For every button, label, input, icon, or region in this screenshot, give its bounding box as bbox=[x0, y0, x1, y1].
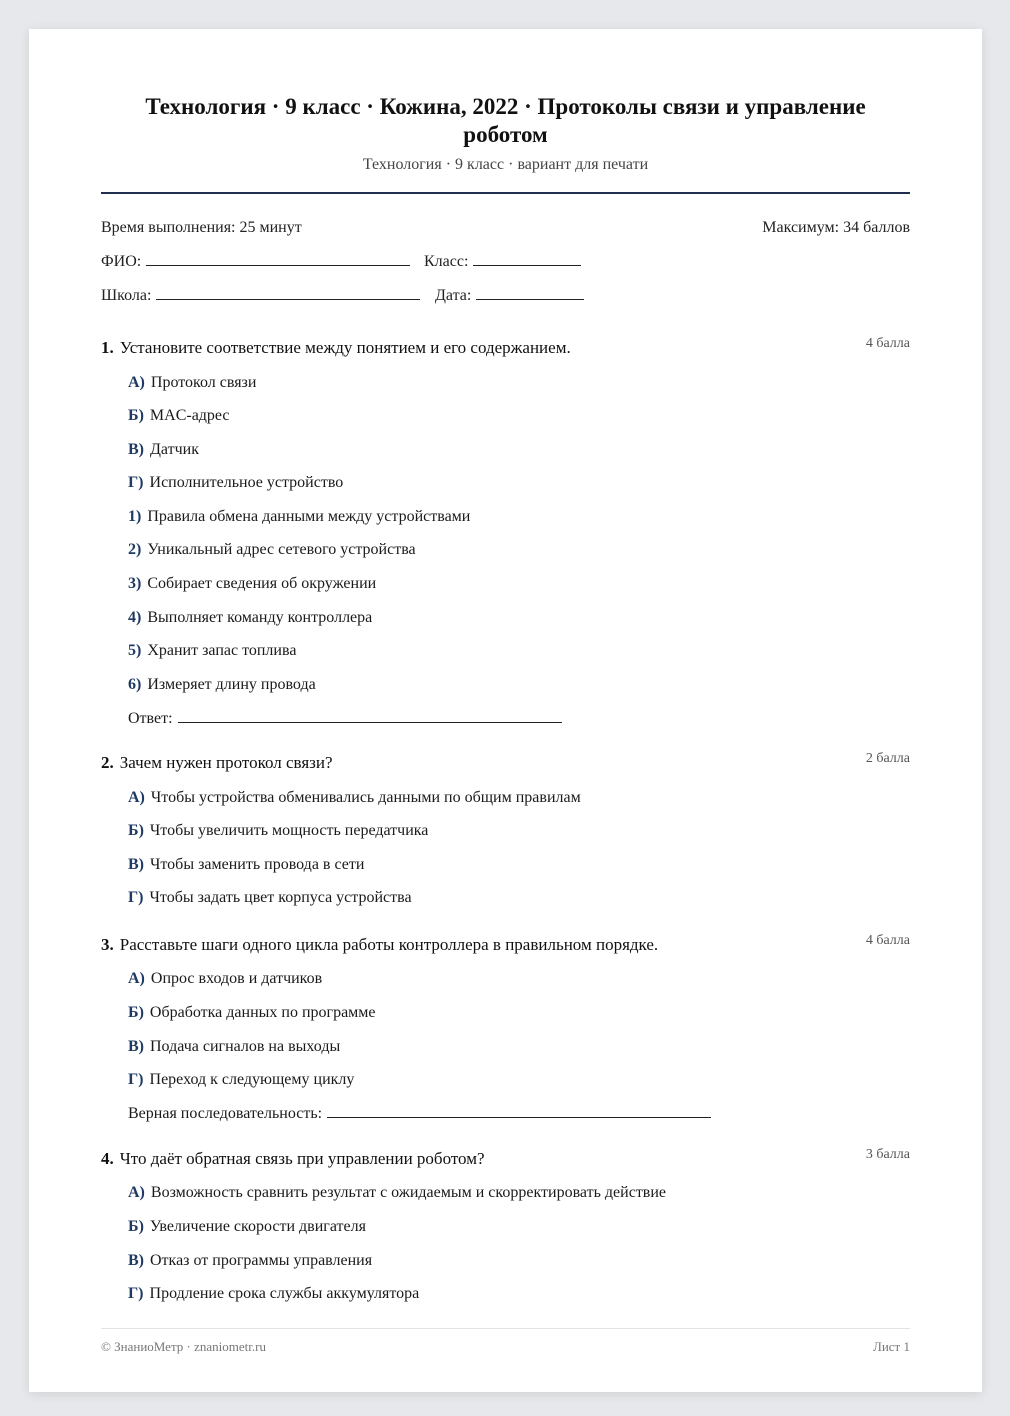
option-text: Уникальный адрес сетевого устройства bbox=[147, 541, 416, 558]
class-label: Класс: bbox=[424, 253, 469, 270]
question-number: 4. bbox=[101, 1149, 114, 1168]
school-blank[interactable] bbox=[156, 298, 420, 300]
option-text: Хранит запас топлива bbox=[147, 642, 297, 659]
page-subtitle: Технология · 9 класс · вариант для печати bbox=[362, 156, 649, 173]
question-2 bbox=[101, 753, 910, 773]
option-text: Переход к следующему циклу bbox=[149, 1071, 355, 1088]
question-text: Расставьте шаги одного цикла работы контроллера в правильном порядке. bbox=[119, 935, 659, 954]
question-text: Зачем нужен протокол связи? bbox=[119, 753, 333, 772]
option-item bbox=[128, 1184, 666, 1202]
option-label: Г) bbox=[128, 1285, 144, 1302]
question-text: Установите соответствие между понятием и его содержанием. bbox=[119, 338, 571, 357]
answer-blank[interactable] bbox=[327, 1116, 711, 1118]
fio-label: ФИО: bbox=[101, 253, 142, 270]
option-text: Измеряет длину провода bbox=[147, 676, 316, 693]
page-title: Технология · 9 класс · Кожина, 2022 · Протоколы связи и управление роботом bbox=[145, 94, 866, 147]
option-item bbox=[128, 1038, 340, 1056]
option-text: Правила обмена данными между устройствами bbox=[147, 508, 471, 525]
option-label: Г) bbox=[128, 474, 144, 491]
option-item bbox=[128, 789, 581, 807]
question-number: 2. bbox=[101, 753, 114, 772]
option-item bbox=[128, 970, 322, 988]
option-label: Б) bbox=[128, 822, 144, 839]
option-text: Обработка данных по программе bbox=[149, 1004, 376, 1021]
option-label: А) bbox=[128, 374, 145, 391]
option-text: Исполнительное устройство bbox=[149, 474, 344, 491]
worksheet-page bbox=[29, 29, 982, 1392]
option-label: В) bbox=[128, 1038, 144, 1055]
time-limit: Время выполнения: 25 минут bbox=[101, 219, 302, 236]
school-field[interactable] bbox=[101, 287, 420, 305]
answer-label: Верная последовательность: bbox=[128, 1105, 323, 1122]
option-label: 6) bbox=[128, 676, 142, 693]
option-text: Чтобы увеличить мощность передатчика bbox=[149, 822, 429, 839]
option-label: В) bbox=[128, 1252, 144, 1269]
option-item bbox=[128, 889, 412, 907]
question-text: Что даёт обратная связь при управлении роботом? bbox=[119, 1149, 485, 1168]
option-item bbox=[128, 541, 416, 559]
option-item bbox=[128, 374, 256, 392]
option-label: 2) bbox=[128, 541, 142, 558]
question-number: 3. bbox=[101, 935, 114, 954]
option-text: Выполняет команду контроллера bbox=[147, 609, 373, 626]
option-item bbox=[128, 856, 364, 874]
footer-page-number: Лист 1 bbox=[873, 1339, 910, 1354]
option-label: 1) bbox=[128, 508, 142, 525]
option-text: Отказ от программы управления bbox=[150, 1252, 373, 1269]
option-text: Протокол связи bbox=[150, 374, 257, 391]
answer-blank[interactable] bbox=[178, 721, 562, 723]
option-item bbox=[128, 441, 199, 459]
option-label: А) bbox=[128, 789, 145, 806]
option-text: Возможность сравнить результат с ожидаемым и скорректировать действие bbox=[150, 1184, 667, 1201]
option-item bbox=[128, 1218, 366, 1236]
option-item bbox=[128, 1285, 419, 1303]
option-label: 3) bbox=[128, 575, 142, 592]
option-text: Подача сигналов на выходы bbox=[150, 1038, 341, 1055]
option-item bbox=[128, 1071, 354, 1089]
option-item bbox=[128, 676, 316, 694]
date-field[interactable] bbox=[435, 287, 584, 305]
option-text: Датчик bbox=[150, 441, 199, 458]
option-item bbox=[128, 575, 376, 593]
option-label: Б) bbox=[128, 407, 144, 424]
fio-blank[interactable] bbox=[146, 264, 410, 266]
question-number: 1. bbox=[101, 338, 114, 357]
option-label: Б) bbox=[128, 1218, 144, 1235]
option-label: Б) bbox=[128, 1004, 144, 1021]
option-item bbox=[128, 1004, 376, 1022]
question-points: 2 балла bbox=[865, 751, 910, 766]
question-1 bbox=[101, 338, 910, 358]
answer-label: Ответ: bbox=[128, 710, 173, 727]
class-field[interactable] bbox=[424, 253, 581, 271]
option-text: Чтобы заменить провода в сети bbox=[150, 856, 365, 873]
option-text: Чтобы задать цвет корпуса устройства bbox=[149, 889, 412, 906]
question-points: 3 балла bbox=[865, 1147, 910, 1162]
footer-divider bbox=[101, 1328, 910, 1329]
option-label: Г) bbox=[128, 1071, 144, 1088]
question-points: 4 балла bbox=[865, 336, 910, 351]
date-label: Дата: bbox=[435, 287, 472, 304]
answer-field[interactable] bbox=[128, 710, 562, 728]
option-text: Продление срока службы аккумулятора bbox=[149, 1285, 420, 1302]
option-label: В) bbox=[128, 856, 144, 873]
option-text: Собирает сведения об окружении bbox=[147, 575, 377, 592]
question-points: 4 балла bbox=[865, 933, 910, 948]
sequence-answer-field[interactable] bbox=[128, 1105, 711, 1123]
school-label: Школа: bbox=[101, 287, 152, 304]
option-text: Чтобы устройства обменивались данными по общим правилам bbox=[150, 789, 581, 806]
question-3 bbox=[101, 935, 910, 955]
header-divider bbox=[101, 192, 910, 194]
option-text: Увеличение скорости двигателя bbox=[149, 1218, 366, 1235]
option-label: А) bbox=[128, 970, 145, 987]
option-label: 5) bbox=[128, 642, 142, 659]
option-item bbox=[128, 407, 230, 425]
fio-field[interactable] bbox=[101, 253, 410, 271]
option-item bbox=[128, 474, 343, 492]
class-blank[interactable] bbox=[473, 264, 581, 266]
option-label: А) bbox=[128, 1184, 145, 1201]
option-text: MAC-адрес bbox=[149, 407, 230, 424]
option-label: В) bbox=[128, 441, 144, 458]
max-score: Максимум: 34 баллов bbox=[762, 219, 910, 236]
option-text: Опрос входов и датчиков bbox=[150, 970, 323, 987]
option-item bbox=[128, 1252, 372, 1270]
option-item bbox=[128, 609, 372, 627]
date-blank[interactable] bbox=[476, 298, 584, 300]
option-item bbox=[128, 508, 470, 526]
option-label: 4) bbox=[128, 609, 142, 626]
question-4 bbox=[101, 1149, 910, 1169]
option-item bbox=[128, 642, 296, 660]
option-item bbox=[128, 822, 428, 840]
option-label: Г) bbox=[128, 889, 144, 906]
footer-copyright: © ЗнаниоМетр · znaniometr.ru bbox=[101, 1339, 266, 1354]
